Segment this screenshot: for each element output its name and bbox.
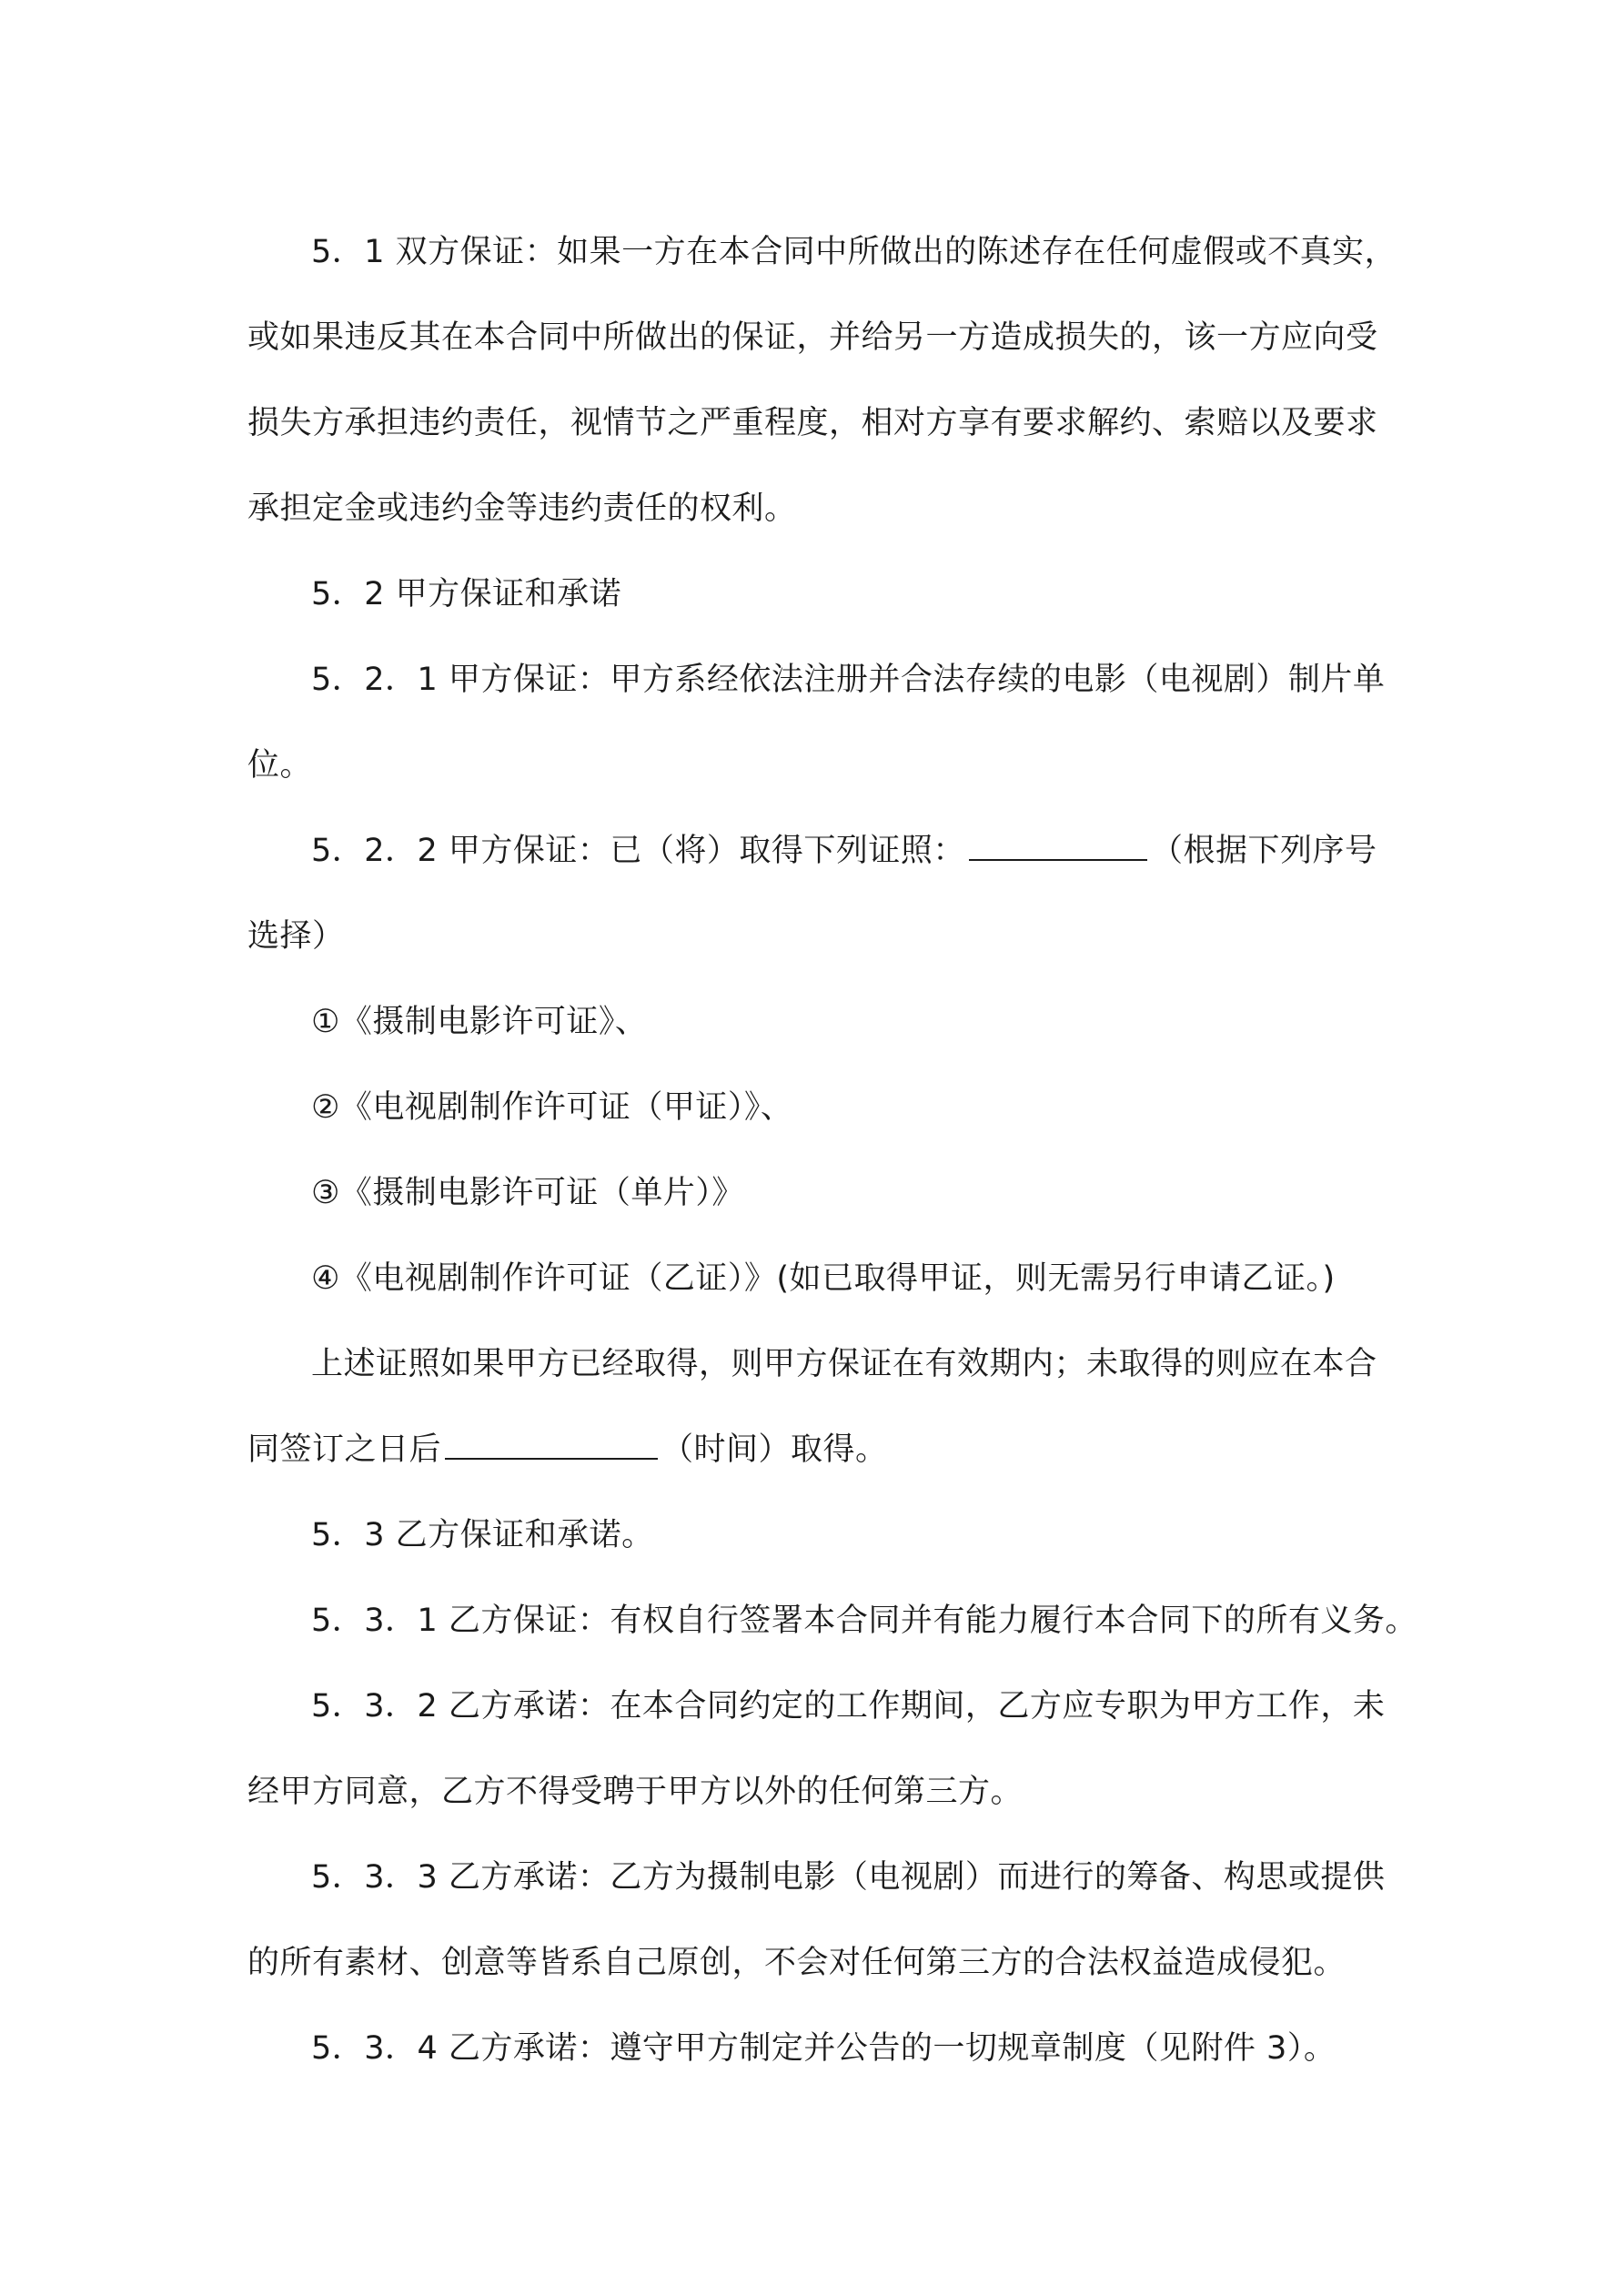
- clause-5-2-2-text-before: 5．2．2 甲方保证：已（将）取得下列证照：: [311, 833, 965, 869]
- clause-5-1-line-1: 5．1 双方保证：如果一方在本合同中所做出的陈述存在任何虚假或不真实，: [311, 234, 1397, 270]
- license-note-text-before: 同签订之日后: [247, 1431, 442, 1468]
- license-note-text-after: （时间）取得。: [661, 1431, 888, 1468]
- clause-5-2-2-line-2: 选择）: [247, 918, 345, 955]
- clause-5-3-3-line-1: 5．3．3 乙方承诺：乙方为摄制电影（电视剧）而进行的筹备、构思或提供: [311, 1859, 1386, 1896]
- license-note-line-1: 上述证照如果甲方已经取得，则甲方保证在有效期内；未取得的则应在本合: [311, 1346, 1377, 1382]
- clause-5-2-1-line-1: 5．2．1 甲方保证：甲方系经依法注册并合法存续的电影（电视剧）制片单: [311, 662, 1386, 698]
- license-blank-field[interactable]: [969, 832, 1147, 861]
- document-page: [247, 209, 1417, 2091]
- clause-5-2-2-text-after: （根据下列序号: [1150, 833, 1377, 869]
- clause-5-1-line-2: 或如果违反其在本合同中所做出的保证，并给另一方造成损失的，该一方应向受: [247, 319, 1378, 356]
- license-option-1: ①《摄制电影许可证》、: [311, 1004, 648, 1040]
- license-option-4: ④《电视剧制作许可证（乙证）》(如已取得甲证，则无需另行申请乙证。): [311, 1260, 1336, 1297]
- clause-5-3-1: 5．3．1 乙方保证：有权自行签署本合同并有能力履行本合同下的所有义务。: [311, 1603, 1417, 1639]
- clause-5-1-line-3: 损失方承担违约责任，视情节之严重程度，相对方享有要求解约、索赔以及要求: [247, 405, 1378, 441]
- clause-5-2-1-line-2: 位。: [247, 747, 313, 784]
- clause-5-2-2-line-1: [247, 808, 1385, 894]
- clause-5-3-3-line-2: 的所有素材、创意等皆系自己原创，不会对任何第三方的合法权益造成侵犯。: [247, 1945, 1347, 1981]
- clause-5-3-heading: 5．3 乙方保证和承诺。: [311, 1517, 654, 1553]
- time-blank-field[interactable]: [445, 1431, 658, 1460]
- clause-5-3-2-line-1: 5．3．2 乙方承诺：在本合同约定的工作期间，乙方应专职为甲方工作，未: [311, 1688, 1386, 1725]
- clause-5-3-4: 5．3．4 乙方承诺：遵守甲方制定并公告的一切规章制度（见附件 3）。: [311, 2030, 1337, 2067]
- clause-5-1-line-4: 承担定金或违约金等违约责任的权利。: [247, 491, 797, 527]
- license-note-line-2: [247, 1407, 1385, 1492]
- clause-5-3-2-line-2: 经甲方同意，乙方不得受聘于甲方以外的任何第三方。: [247, 1774, 1024, 1810]
- clause-5-2-heading: 5．2 甲方保证和承诺: [311, 576, 622, 612]
- license-option-3: ③《摄制电影许可证（单片）》: [311, 1175, 744, 1211]
- license-option-2: ②《电视剧制作许可证（甲证）》、: [311, 1089, 793, 1126]
